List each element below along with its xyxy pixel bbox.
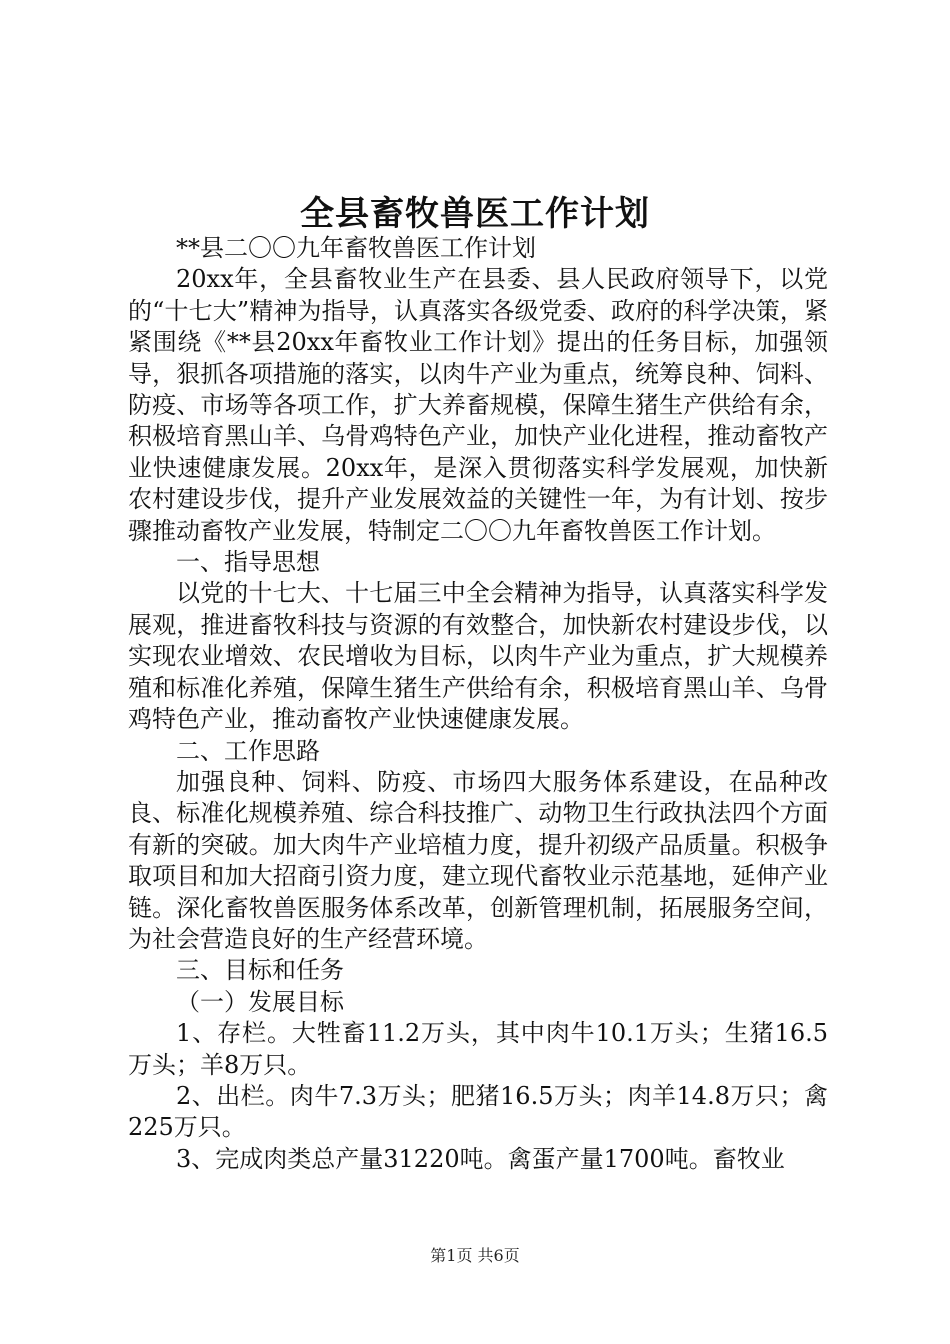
document-title: 全县畜牧兽医工作计划: [300, 194, 650, 234]
section-heading-guiding-ideology: 一、指导思想: [176, 548, 320, 577]
work-approach-paragraph: 加强良种、饲料、防疫、市场四大服务体系建设，在品种改良、标准化规模养殖、综合科技推广、动物卫生行政执法四个方面有新的突破。加大肉牛产业培植力度，提升初级产品质量。积极争取项目和加大招商引资力度，建立现代畜牧业示范基地，延伸产业链。深化畜牧兽医服务体系改革，创新管理机制，拓展服务空间，为社会营造良好的生产经营环境。: [128, 767, 828, 953]
section-heading-goals-tasks: 三、目标和任务: [176, 956, 344, 985]
goal-item-production: 3、完成肉类总产量31220吨。禽蛋产量1700吨。畜牧业: [176, 1144, 785, 1173]
section-heading-work-approach: 二、工作思路: [176, 736, 320, 765]
document-body: [128, 233, 828, 1175]
page-footer: 第1页 共6页: [430, 1246, 520, 1265]
goal-item-slaughter: 2、出栏。肉牛7.3万头；肥猪16.5万头；肉羊14.8万只；禽225万只。: [128, 1081, 828, 1142]
goal-item-inventory: 1、存栏。大牲畜11.2万头，其中肉牛10.1万头；生猪16.5万头；羊8万只。: [128, 1019, 828, 1079]
subtitle-paragraph: **县二〇〇九年畜牧兽医工作计划: [176, 234, 536, 262]
subsection-heading-development-goals: （一）发展目标: [176, 987, 344, 1016]
guiding-ideology-paragraph: 以党的十七大、十七届三中全会精神为指导，认真落实科学发展观，推进畜牧科技与资源的有效整合，加快新农村建设步伐，以实现农业增效、农民增收为目标，以肉牛产业为重点，扩大规模养殖和标准化养殖，保障生猪生产供给有余，积极培育黑山羊、乌骨鸡特色产业，推动畜牧产业快速健康发展。: [128, 579, 828, 734]
intro-paragraph: 20xx年，全县畜牧业生产在县委、县人民政府领导下，以党的“十七大”精神为指导，认真落实各级党委、政府的科学决策，紧紧围绕《**县20xx年畜牧业工作计划》提出的任务目标，加强领导，狠抓各项措施的落实，以肉牛产业为重点，统筹良种、饲料、防疫、市场等各项工作，扩大养畜规模，保障生猪生产供给有余，积极培育黑山羊、乌骨鸡特色产业，加快产业化进程，推动畜牧产业快速健康发展。20xx年，是深入贯彻落实科学发展观，加快新农村建设步伐，提升产业发展效益的关键性一年，为有计划、按步骤推动畜牧产业发展，特制定二〇〇九年畜牧兽医工作计划。: [128, 265, 828, 545]
